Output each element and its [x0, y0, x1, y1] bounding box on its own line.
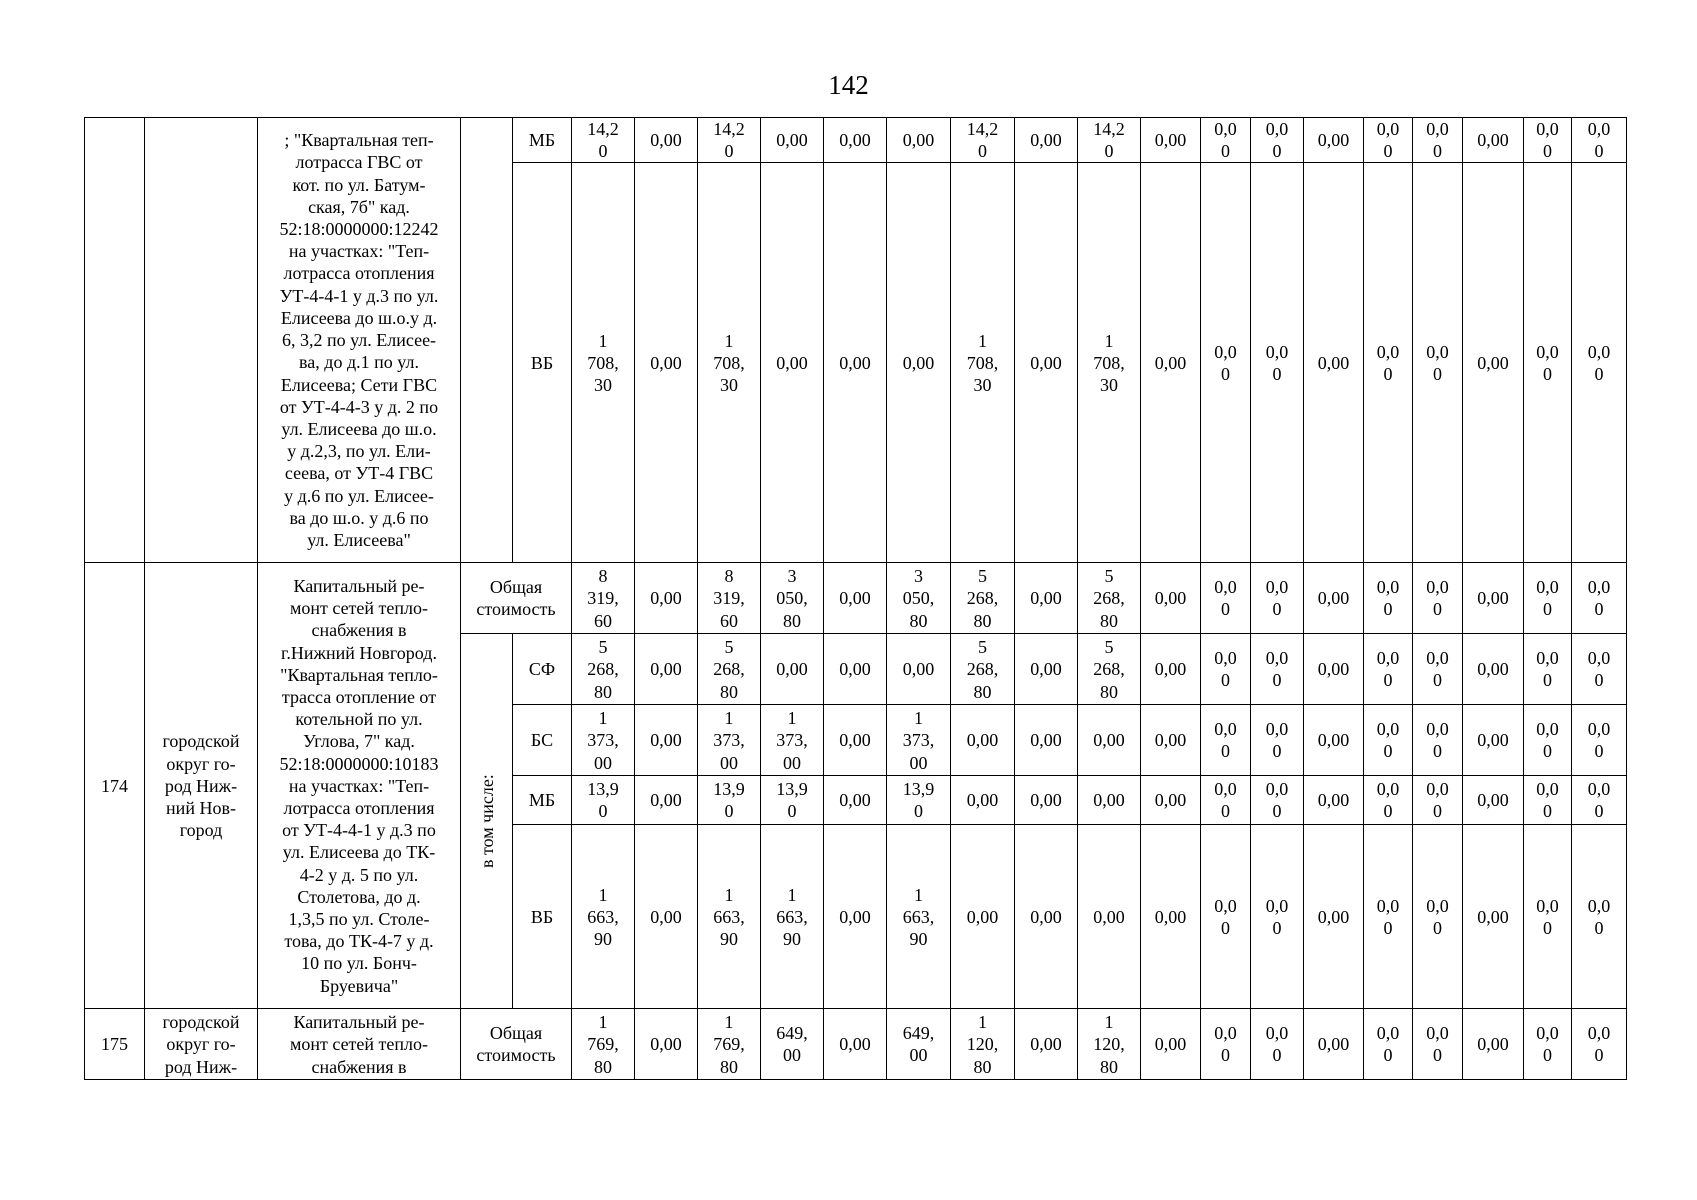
value-cell: 14,2 0	[1078, 118, 1141, 163]
source-label-cell: СФ	[513, 634, 572, 705]
description-cell: Капитальный ре- монт сетей тепло- снабжения в г.Нижний Новгород. "Квартальная тепло- трасса отопление от котельной по ул. Углова, 7" кад. 52:18:0000000:10183 на участках: "Теп- лотрасса отопления от УТ-4-4-1 у д.3 по ул. Елисеева до ТК- 4-2 у д. 5 по ул. Столетова, до д. 1,3,5 по ул. Столе- това, до ТК-4-7 у д. 10 по ул. Бонч- Бруевича"	[258, 563, 461, 1009]
in-that-number-label: в том числе:	[476, 774, 497, 869]
value-cell: 0,00	[824, 563, 887, 634]
value-cell: 0,00	[635, 776, 698, 825]
value-cell: 1 663, 90	[761, 825, 824, 1009]
value-cell: 0,00	[1304, 563, 1364, 634]
row-number-cell	[85, 118, 145, 563]
value-cell: 0,0 0	[1572, 163, 1627, 563]
value-cell: 0,0 0	[1251, 1009, 1304, 1080]
value-cell: 0,0 0	[1251, 634, 1304, 705]
value-cell: 0,0 0	[1572, 705, 1627, 776]
value-cell: 0,0 0	[1364, 634, 1413, 705]
value-cell: 0,00	[824, 825, 887, 1009]
value-cell: 0,00	[1015, 776, 1078, 825]
municipality-cell: городской округ го- род Ниж-	[145, 1009, 258, 1080]
value-cell: 0,00	[761, 163, 824, 563]
row-number-cell: 174	[85, 563, 145, 1009]
value-cell: 0,00	[887, 634, 951, 705]
value-cell: 0,00	[1141, 825, 1201, 1009]
value-cell: 0,00	[1141, 163, 1201, 563]
value-cell: 0,00	[1463, 825, 1524, 1009]
total-cost-label-cell: Общая стоимость	[461, 1009, 572, 1080]
value-cell: 0,00	[1078, 825, 1141, 1009]
value-cell: 0,0 0	[1413, 563, 1463, 634]
description-cell: ; "Квартальная теп- лотрасса ГВС от кот. по ул. Батум- ская, 7б" кад. 52:18:0000000:12242 на участках: "Теп- лотрасса отопления УТ-4-4-1 у д.3 по ул. Елисеева до ш.о.у д. 6, 3,2 по ул. Елисее- ва, до д.1 по ул. Елисеева; Сети ГВС от УТ-4-4-3 у д. 2 по ул. Елисеева до ш.о. у д.2,3, по ул. Ели- сеева, от УТ-4 ГВС у д.6 по ул. Елисее- ва до ш.о. у д.6 по ул. Елисеева"	[258, 118, 461, 563]
value-cell: 0,0 0	[1364, 1009, 1413, 1080]
value-cell: 14,2 0	[572, 118, 635, 163]
source-label-cell: МБ	[513, 776, 572, 825]
value-cell: 0,00	[1141, 118, 1201, 163]
value-cell: 0,0 0	[1201, 118, 1251, 163]
value-cell: 0,0 0	[1413, 1009, 1463, 1080]
value-cell: 0,0 0	[1413, 163, 1463, 563]
value-cell: 0,00	[824, 634, 887, 705]
value-cell: 0,00	[1304, 705, 1364, 776]
value-cell: 1 663, 90	[887, 825, 951, 1009]
value-cell: 1 708, 30	[951, 163, 1015, 563]
value-cell: 0,00	[1015, 634, 1078, 705]
value-cell: 5 268, 80	[951, 634, 1015, 705]
value-cell: 13,9 0	[698, 776, 761, 825]
value-cell: 0,00	[1304, 1009, 1364, 1080]
value-cell: 0,0 0	[1364, 563, 1413, 634]
value-cell: 0,0 0	[1251, 118, 1304, 163]
budget-table	[84, 117, 1627, 1080]
value-cell: 14,2 0	[951, 118, 1015, 163]
value-cell: 0,00	[1304, 634, 1364, 705]
value-cell: 0,0 0	[1572, 1009, 1627, 1080]
table-row	[85, 118, 1627, 163]
value-cell: 0,00	[951, 825, 1015, 1009]
value-cell: 13,9 0	[572, 776, 635, 825]
value-cell: 0,0 0	[1524, 634, 1572, 705]
value-cell: 0,0 0	[1572, 118, 1627, 163]
value-cell: 1 373, 00	[698, 705, 761, 776]
value-cell: 13,9 0	[887, 776, 951, 825]
municipality-cell	[145, 118, 258, 563]
row-number-cell: 175	[85, 1009, 145, 1080]
value-cell: 0,0 0	[1524, 163, 1572, 563]
value-cell: 3 050, 80	[761, 563, 824, 634]
value-cell: 8 319, 60	[572, 563, 635, 634]
value-cell: 0,0 0	[1572, 634, 1627, 705]
value-cell: 0,00	[1463, 163, 1524, 563]
value-cell: 0,00	[1078, 776, 1141, 825]
source-label-cell: ВБ	[513, 163, 572, 563]
value-cell: 0,00	[635, 163, 698, 563]
page-number: 142	[828, 70, 869, 100]
value-cell: 0,0 0	[1364, 776, 1413, 825]
value-cell: 0,00	[1304, 163, 1364, 563]
description-cell: Капитальный ре- монт сетей тепло- снабжения в	[258, 1009, 461, 1080]
value-cell: 3 050, 80	[887, 563, 951, 634]
source-label-cell: ВБ	[513, 825, 572, 1009]
value-cell: 0,0 0	[1201, 776, 1251, 825]
value-cell: 0,00	[635, 1009, 698, 1080]
value-cell: 0,00	[1141, 705, 1201, 776]
value-cell: 1 373, 00	[761, 705, 824, 776]
value-cell: 0,00	[887, 163, 951, 563]
value-cell: 0,00	[1141, 634, 1201, 705]
value-cell: 0,00	[1463, 776, 1524, 825]
value-cell: 0,00	[635, 705, 698, 776]
value-cell: 0,00	[635, 118, 698, 163]
value-cell: 0,0 0	[1364, 163, 1413, 563]
value-cell: 0,00	[761, 634, 824, 705]
value-cell: 0,0 0	[1201, 825, 1251, 1009]
value-cell: 0,00	[635, 563, 698, 634]
total-cost-label-cell: Общая стоимость	[461, 563, 572, 634]
value-cell: 0,00	[824, 163, 887, 563]
value-cell: 0,0 0	[1251, 163, 1304, 563]
value-cell: 1 769, 80	[698, 1009, 761, 1080]
value-cell: 0,00	[1304, 776, 1364, 825]
value-cell: 0,00	[1015, 563, 1078, 634]
value-cell: 0,00	[824, 118, 887, 163]
value-cell: 1 120, 80	[1078, 1009, 1141, 1080]
value-cell: 0,00	[951, 705, 1015, 776]
value-cell: 0,0 0	[1364, 705, 1413, 776]
value-cell: 0,00	[1463, 563, 1524, 634]
value-cell: 0,0 0	[1524, 1009, 1572, 1080]
value-cell: 0,00	[635, 825, 698, 1009]
value-cell: 0,00	[887, 118, 951, 163]
value-cell: 0,00	[1015, 1009, 1078, 1080]
table-row	[85, 563, 1627, 634]
value-cell: 0,00	[1141, 563, 1201, 634]
in-that-number-cell	[461, 634, 513, 1009]
value-cell: 0,00	[1141, 776, 1201, 825]
value-cell: 0,0 0	[1201, 163, 1251, 563]
table-row	[85, 1009, 1627, 1080]
value-cell: 0,0 0	[1251, 705, 1304, 776]
value-cell: 1 120, 80	[951, 1009, 1015, 1080]
value-cell: 1 373, 00	[572, 705, 635, 776]
value-cell: 0,0 0	[1364, 118, 1413, 163]
value-cell: 0,00	[761, 118, 824, 163]
municipality-cell: городской округ го- род Ниж- ний Нов- город	[145, 563, 258, 1009]
value-cell: 0,00	[1015, 163, 1078, 563]
value-cell: 1 708, 30	[1078, 163, 1141, 563]
in-that-number-cell	[461, 118, 513, 563]
value-cell: 0,0 0	[1572, 563, 1627, 634]
value-cell: 0,0 0	[1413, 776, 1463, 825]
value-cell: 0,00	[824, 776, 887, 825]
value-cell: 0,0 0	[1364, 825, 1413, 1009]
value-cell: 0,0 0	[1251, 776, 1304, 825]
value-cell: 0,00	[1015, 705, 1078, 776]
value-cell: 0,0 0	[1413, 118, 1463, 163]
value-cell: 0,0 0	[1524, 563, 1572, 634]
value-cell: 0,00	[1015, 825, 1078, 1009]
value-cell: 5 268, 80	[572, 634, 635, 705]
value-cell: 0,00	[1304, 825, 1364, 1009]
value-cell: 0,00	[1078, 705, 1141, 776]
value-cell: 0,0 0	[1201, 1009, 1251, 1080]
value-cell: 0,0 0	[1524, 705, 1572, 776]
value-cell: 0,00	[1141, 1009, 1201, 1080]
value-cell: 0,0 0	[1524, 776, 1572, 825]
value-cell: 0,00	[1463, 1009, 1524, 1080]
value-cell: 0,00	[824, 1009, 887, 1080]
value-cell: 0,0 0	[1201, 563, 1251, 634]
value-cell: 1 663, 90	[572, 825, 635, 1009]
value-cell: 8 319, 60	[698, 563, 761, 634]
value-cell: 0,00	[1015, 118, 1078, 163]
value-cell: 0,00	[1463, 705, 1524, 776]
value-cell: 649, 00	[761, 1009, 824, 1080]
value-cell: 0,0 0	[1201, 634, 1251, 705]
value-cell: 0,0 0	[1251, 825, 1304, 1009]
value-cell: 0,0 0	[1201, 705, 1251, 776]
value-cell: 0,00	[824, 705, 887, 776]
value-cell: 1 708, 30	[572, 163, 635, 563]
value-cell: 0,00	[635, 634, 698, 705]
value-cell: 0,00	[951, 776, 1015, 825]
value-cell: 1 708, 30	[698, 163, 761, 563]
source-label-cell: МБ	[513, 118, 572, 163]
value-cell: 1 663, 90	[698, 825, 761, 1009]
value-cell: 5 268, 80	[1078, 563, 1141, 634]
value-cell: 649, 00	[887, 1009, 951, 1080]
value-cell: 0,0 0	[1413, 825, 1463, 1009]
source-label-cell: БС	[513, 705, 572, 776]
value-cell: 14,2 0	[698, 118, 761, 163]
value-cell: 5 268, 80	[698, 634, 761, 705]
value-cell: 0,0 0	[1251, 563, 1304, 634]
value-cell: 0,0 0	[1572, 825, 1627, 1009]
value-cell: 0,0 0	[1413, 634, 1463, 705]
value-cell: 5 268, 80	[951, 563, 1015, 634]
value-cell: 0,0 0	[1413, 705, 1463, 776]
value-cell: 5 268, 80	[1078, 634, 1141, 705]
value-cell: 0,0 0	[1524, 118, 1572, 163]
value-cell: 0,00	[1463, 634, 1524, 705]
value-cell: 1 373, 00	[887, 705, 951, 776]
value-cell: 0,00	[1304, 118, 1364, 163]
value-cell: 0,0 0	[1572, 776, 1627, 825]
value-cell: 1 769, 80	[572, 1009, 635, 1080]
value-cell: 0,0 0	[1524, 825, 1572, 1009]
value-cell: 13,9 0	[761, 776, 824, 825]
value-cell: 0,00	[1463, 118, 1524, 163]
